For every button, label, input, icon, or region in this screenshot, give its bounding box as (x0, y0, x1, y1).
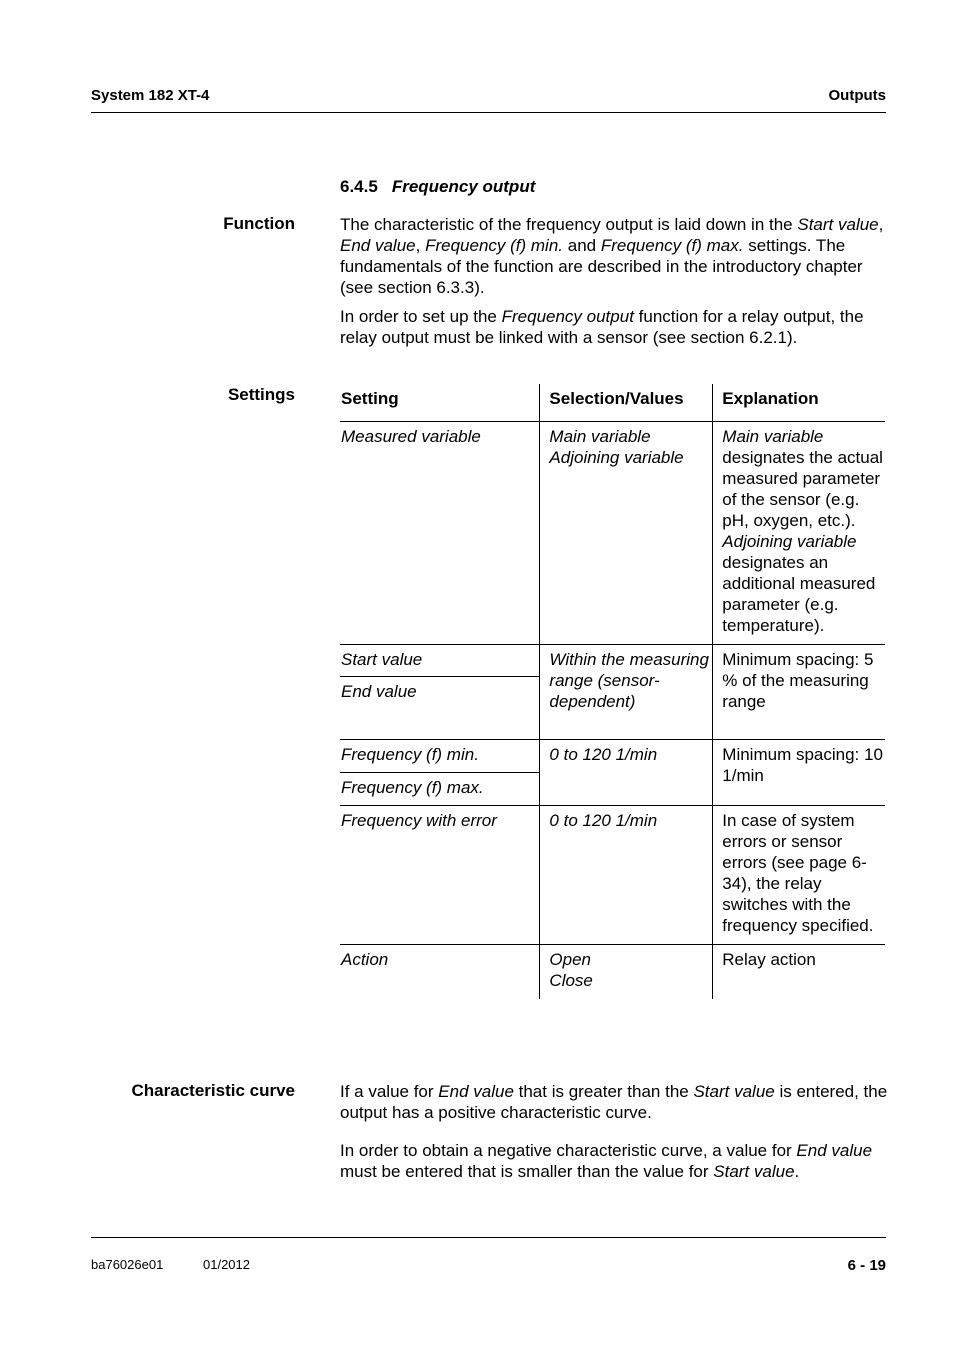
table-row-measured-variable (340, 422, 885, 645)
curve-text (340, 1081, 890, 1182)
value-item: Main variable (549, 427, 651, 446)
text-run: is entered, the output has a positive characteristic curve. (340, 1082, 888, 1122)
page-number: 6 - 19 (847, 1257, 886, 1274)
section-number: 6.4.5 (340, 177, 378, 196)
term-end-value: End value (438, 1082, 514, 1101)
curve-paragraph-2 (340, 1140, 890, 1182)
value-item: Close (549, 971, 593, 990)
text-run: designates an additional measured parameter (e.g. temperature). (722, 553, 876, 635)
term-start-value: Start value (797, 215, 879, 234)
cell-setting: Frequency with error (340, 806, 540, 945)
table-row-frequency-error (340, 806, 885, 945)
text-run: In order to obtain a negative characteristic curve, a value for (340, 1141, 797, 1160)
text-run: , (878, 215, 884, 234)
curve-paragraph-1 (340, 1081, 890, 1123)
term-end-value: End value (796, 1141, 873, 1160)
term-start-value: Start value (713, 1162, 795, 1181)
text-run: that is greater than the (513, 1082, 694, 1101)
header-left: System 182 XT-4 (91, 87, 210, 104)
column-header-explanation: Explanation (713, 384, 885, 422)
settings-table (340, 384, 885, 999)
cell-values: 0 to 120 1/min (540, 806, 713, 945)
text-run: settings. The fundamentals of the function are described in the introductory chapter (see section 6.3.3). (340, 236, 863, 297)
table-header-row (340, 384, 885, 422)
text-run: In order to set up the (340, 307, 502, 326)
column-header-values: Selection/Values (540, 384, 713, 422)
section-heading (340, 177, 535, 197)
term-start-value: Start value (693, 1082, 775, 1101)
text-run: . (794, 1162, 800, 1181)
cell-explanation: Minimum spacing: 5 % of the measuring range (713, 645, 885, 740)
term-main-variable: Main variable (722, 427, 824, 446)
cell-setting: Action (341, 950, 389, 969)
table-row-fmin (340, 740, 885, 773)
text-run: and (563, 236, 601, 255)
footer-doc-id: ba76026e01 (91, 1257, 164, 1272)
cell-explanation (713, 422, 885, 645)
cell-values: Within the measuring range (sensor-dependent) (540, 645, 713, 740)
table-row-start-value (340, 645, 885, 677)
cell-explanation: In case of system errors or sensor errors (see page 6-34), the relay switches with the frequency specified. (713, 806, 885, 945)
text-run: , (415, 236, 426, 255)
function-text (340, 214, 890, 348)
footer-rule (91, 1237, 886, 1238)
cell-values (540, 422, 713, 645)
cell-setting: Start value (340, 645, 540, 677)
function-paragraph-1 (340, 214, 890, 298)
cell-setting: Measured variable (340, 422, 540, 645)
function-paragraph-2 (340, 306, 890, 348)
text-run: must be entered that is smaller than the value for (340, 1162, 714, 1181)
text-run: If a value for (340, 1082, 439, 1101)
cell-values: 0 to 120 1/min (540, 740, 713, 806)
curve-label: Characteristic curve (131, 1081, 295, 1100)
term-fmax: Frequency (f) max. (600, 236, 744, 255)
header-right: Outputs (828, 87, 886, 104)
cell-setting: Frequency (f) min. (340, 740, 540, 773)
value-item: Adjoining variable (549, 448, 684, 467)
term-frequency-output: Frequency output (501, 307, 634, 326)
cell-explanation: Relay action (713, 945, 885, 1000)
footer-date: 01/2012 (203, 1257, 250, 1272)
section-title: Frequency output (391, 177, 536, 196)
cell-values (540, 945, 713, 1000)
term-fmin: Frequency (f) min. (425, 236, 564, 255)
term-adjoining-variable: Adjoining variable (722, 532, 857, 551)
header-rule (91, 112, 886, 113)
value-item: Open (549, 950, 592, 969)
table-row-action (340, 945, 885, 1000)
column-header-setting: Setting (340, 384, 540, 422)
text-run: The characteristic of the frequency output is laid down in the (340, 215, 798, 234)
settings-label: Settings (227, 385, 295, 404)
text-run: function for a relay output, the relay output must be linked with a sensor (see section 6.2.1). (340, 307, 864, 347)
cell-explanation: Minimum spacing: 10 1/min (713, 740, 885, 806)
text-run: designates the actual measured parameter of the sensor (e.g. pH, oxygen, etc.). (722, 448, 883, 530)
term-end-value: End value (340, 236, 416, 255)
cell-setting: End value (340, 677, 540, 740)
function-label: Function (223, 214, 295, 233)
cell-setting: Frequency (f) max. (340, 773, 540, 806)
